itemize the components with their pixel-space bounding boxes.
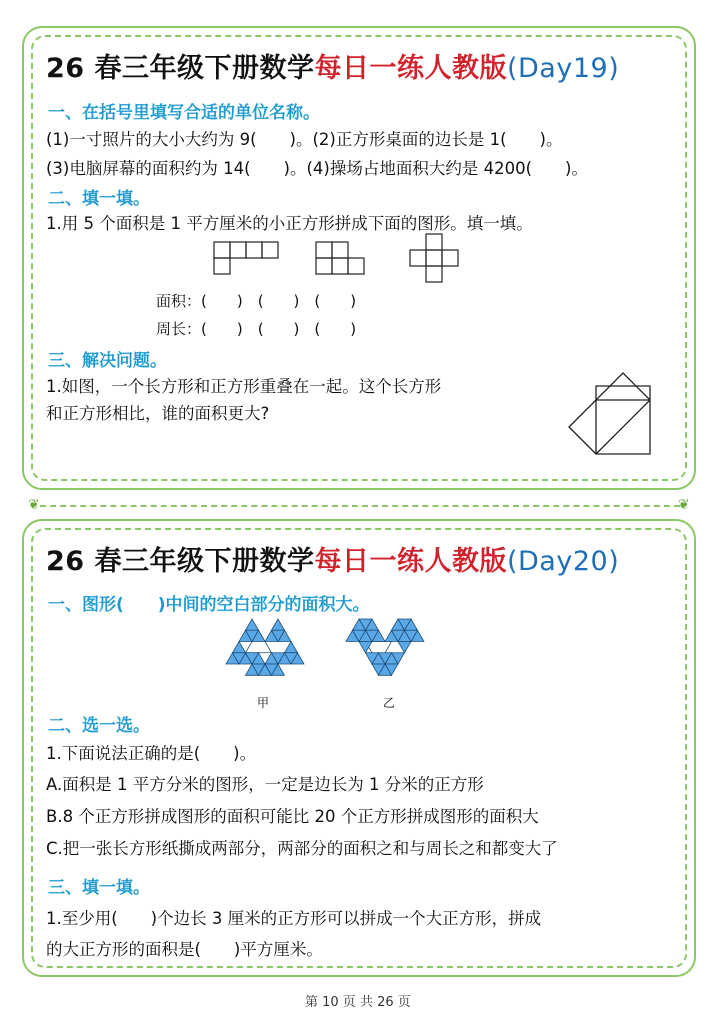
perimeter-answer-row: 周长：( ) ( ) ( ) — [156, 320, 357, 338]
shape-3 — [410, 234, 458, 282]
title-day-tag: (Day20) — [506, 546, 620, 577]
title-main: 26 春三年级下册数学 — [46, 546, 315, 577]
section-heading-fill2: 三、填一填。 — [48, 878, 150, 898]
problem-text-line1: 1.如图，一个长方形和正方形重叠在一起。这个长方形 — [46, 377, 442, 396]
figure-label-a: 甲 — [257, 696, 270, 710]
fill-question-line2: 的大正方形的面积是( )平方厘米。 — [46, 940, 323, 959]
question-units-line1: (1)一寸照片的大小大约为 9( )。(2)正方形桌面的边长是 1( )。 — [46, 130, 563, 149]
title-highlight: 每日一练人教版 — [314, 53, 507, 84]
area-answer-row: 面积：( ) ( ) ( ) — [156, 292, 357, 310]
shape-1 — [214, 242, 278, 274]
section-heading-shapes: 一、图形( )中间的空白部分的面积大。 — [48, 595, 370, 615]
page-title-day20 — [46, 539, 619, 578]
title-highlight: 每日一练人教版 — [314, 546, 507, 577]
section-heading-problem: 三、解决问题。 — [48, 351, 167, 371]
problem-text-line2: 和正方形相比，谁的面积更大? — [46, 404, 270, 423]
small-triangle — [246, 619, 259, 630]
choice-question-stem: 1.下面说法正确的是( )。 — [46, 744, 257, 763]
section-heading-units: 一、在括号里填写合适的单位名称。 — [48, 103, 320, 123]
figure-label-b: 乙 — [383, 696, 396, 710]
question-units-line2: (3)电脑屏幕的面积约为 14( )。(4)操场占地面积大约是 4200( )。 — [46, 159, 588, 178]
shape-2 — [316, 242, 364, 274]
small-triangle — [398, 642, 411, 653]
leaf-ornament-icon: ❦ — [28, 497, 40, 513]
choice-option-b: B.8 个正方形拼成图形的面积可能比 20 个正方形拼成图形的面积大 — [46, 807, 539, 826]
choice-option-c: C.把一张长方形纸撕成两部分，两部分的面积之和与周长之和都变大了 — [46, 839, 558, 858]
page-footer: 第 10 页 共 26 页 — [305, 995, 411, 1010]
fill-question-line1: 1.至少用( )个边长 3 厘米的正方形可以拼成一个大正方形，拼成 — [46, 909, 542, 928]
triangle-figure-a — [226, 619, 304, 689]
small-triangle — [285, 642, 298, 653]
leaf-ornament-icon: ❦ — [678, 497, 690, 513]
small-triangle — [233, 642, 246, 653]
section-divider — [40, 505, 680, 507]
choice-option-a: A.面积是 1 平方分米的图形，一定是边长为 1 分米的正方形 — [46, 775, 484, 794]
title-main: 26 春三年级下册数学 — [46, 53, 315, 84]
small-triangle — [272, 619, 285, 630]
section-heading-fill: 二、填一填。 — [48, 189, 150, 209]
overlap-rect-square-figure — [566, 370, 666, 460]
title-day-tag: (Day19) — [506, 53, 620, 84]
square-shapes-figure — [212, 240, 482, 284]
triangle-figure-b — [346, 619, 424, 689]
section-heading-choose: 二、选一选。 — [48, 716, 150, 736]
page-title-day19 — [46, 46, 619, 85]
question-fill-text: 1.用 5 个面积是 1 平方厘米的小正方形拼成下面的图形。填一填。 — [46, 214, 533, 233]
